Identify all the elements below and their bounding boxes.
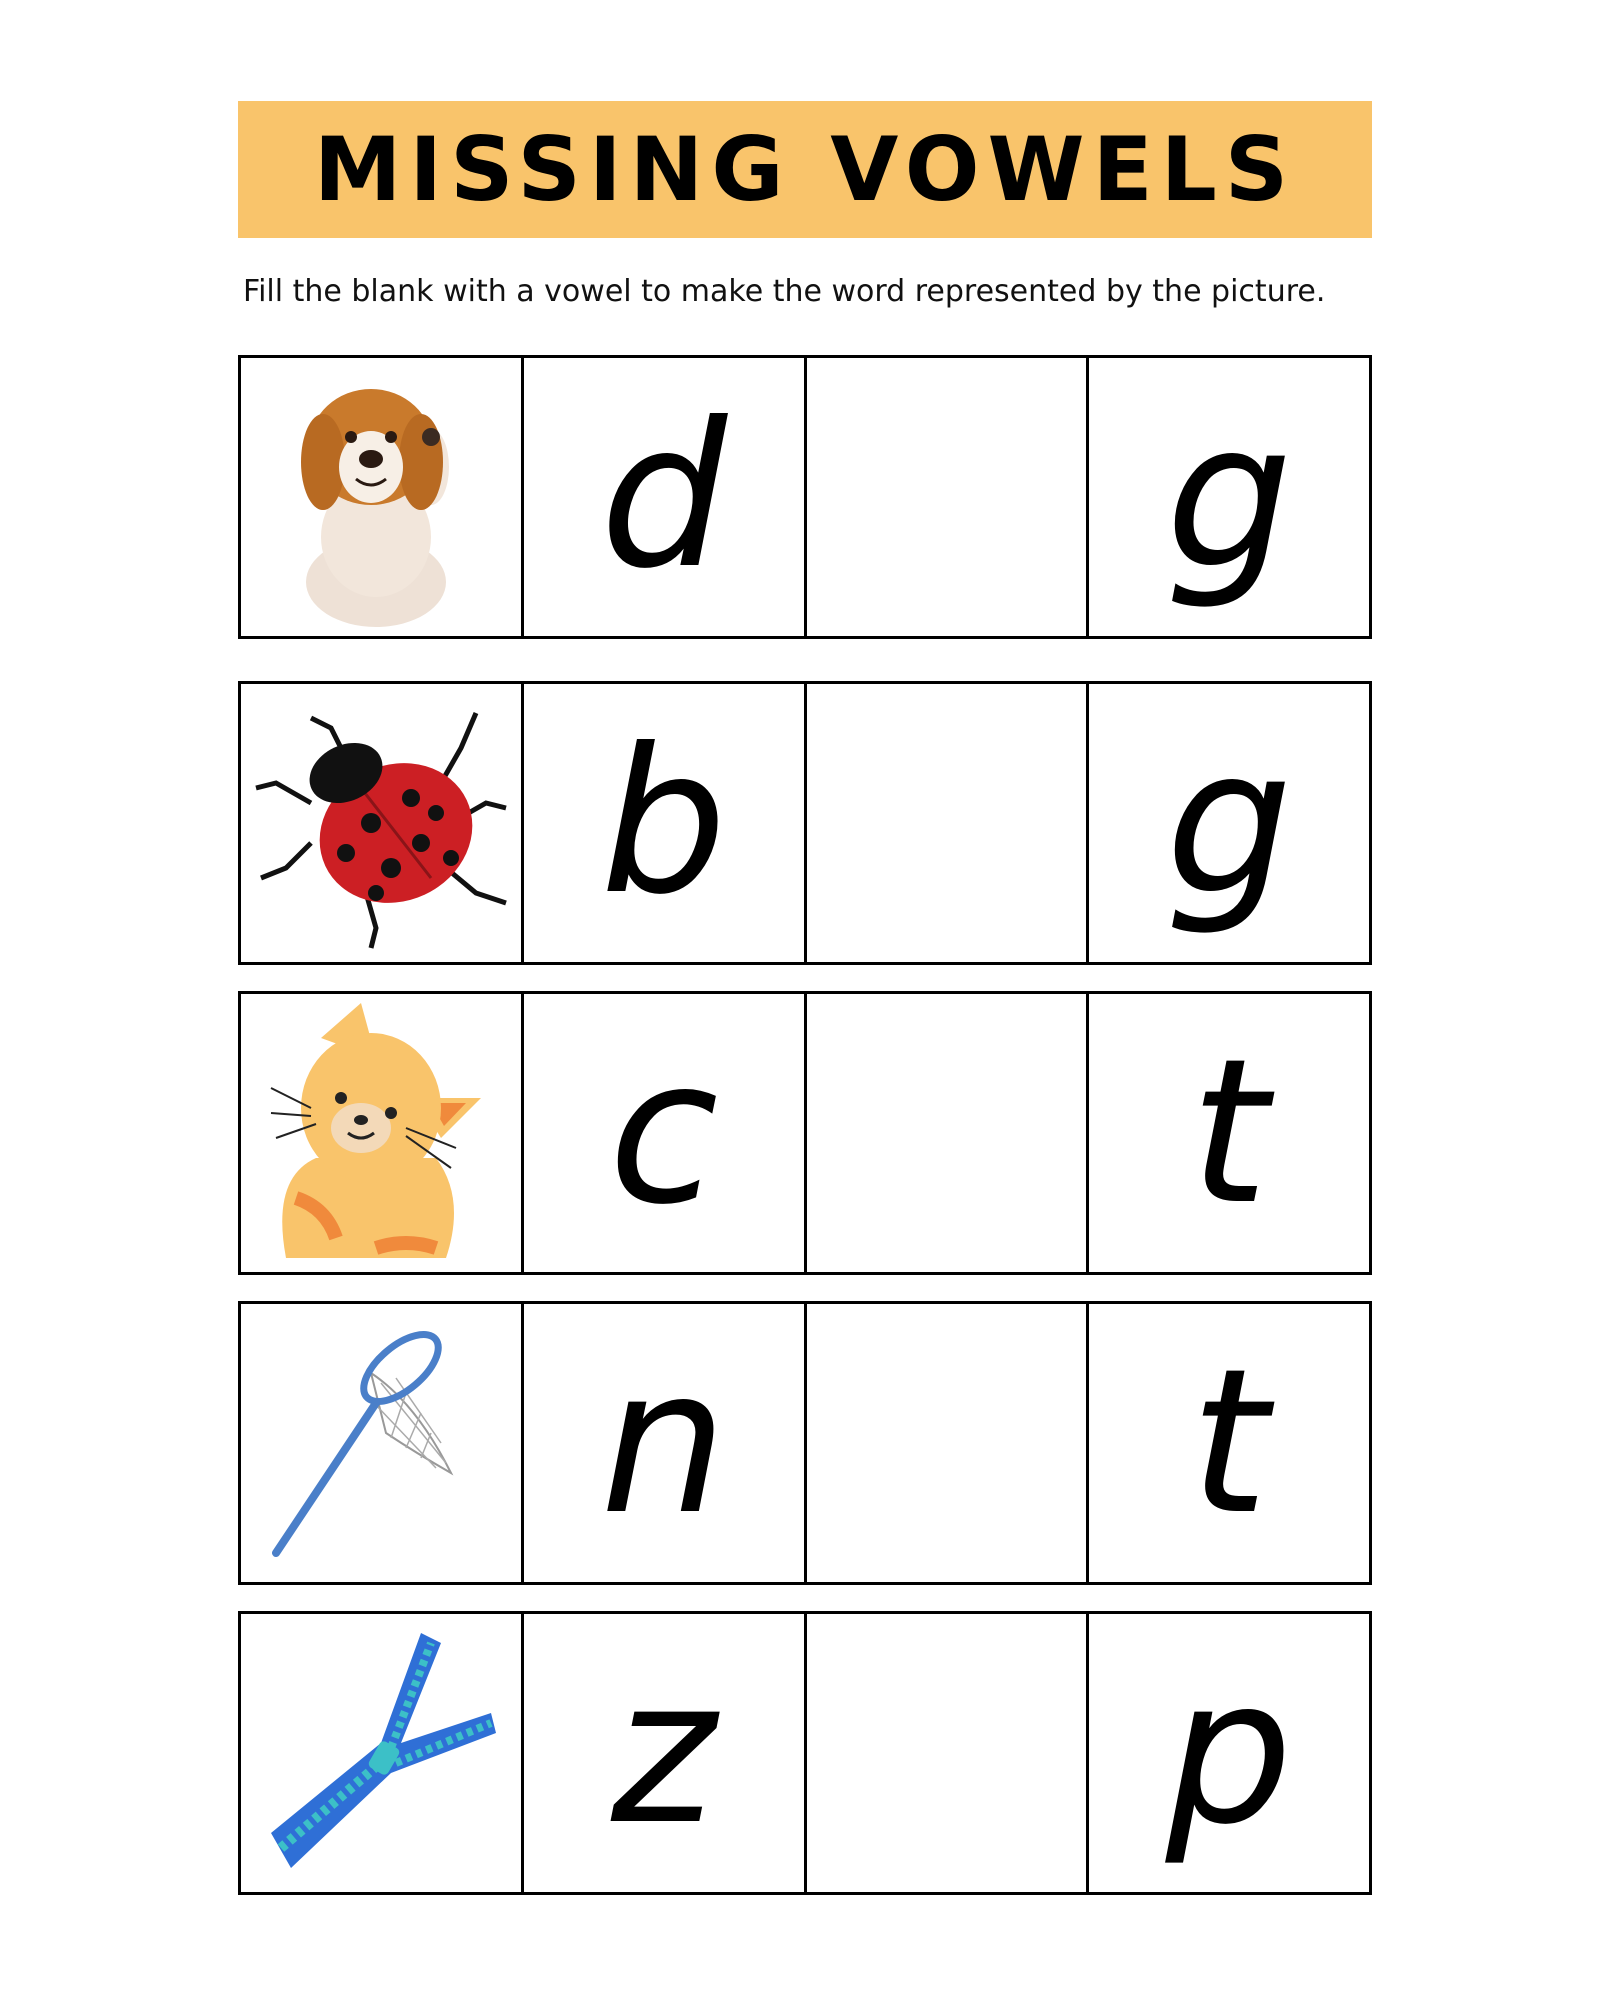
last-letter: g [1165,706,1293,939]
net-icon [266,1313,496,1573]
picture-cell [241,994,524,1272]
dog-icon [281,367,481,627]
picture-cell [241,358,524,636]
blank-cell[interactable] [807,358,1090,636]
zipper-icon [261,1623,501,1883]
title-banner [238,101,1372,238]
word-row [238,1611,1372,1895]
blank-cell[interactable] [807,1304,1090,1582]
word-row [238,681,1372,965]
first-letter: d [600,380,728,613]
first-letter-cell [524,994,807,1272]
first-letter-cell [524,358,807,636]
last-letter-cell [1089,994,1369,1272]
last-letter-cell [1089,1304,1369,1582]
instructions: Fill the blank with a vowel to make the word represented by the picture. [243,274,1326,309]
first-letter: b [600,706,728,939]
picture-cell [241,1614,524,1892]
picture-cell [241,1304,524,1582]
page-title: MISSING VOWELS [313,118,1297,221]
last-letter-cell [1089,1614,1369,1892]
word-row [238,991,1372,1275]
picture-cell [241,684,524,962]
first-letter: z [611,1636,717,1869]
last-letter: p [1165,1636,1293,1869]
blank-cell[interactable] [807,684,1090,962]
first-letter-cell [524,684,807,962]
first-letter: c [608,1016,719,1249]
last-letter: t [1189,1326,1269,1559]
blank-cell[interactable] [807,1614,1090,1892]
word-row [238,1301,1372,1585]
ladybug-icon [251,693,511,953]
last-letter: t [1189,1016,1269,1249]
first-letter-cell [524,1614,807,1892]
last-letter-cell [1089,684,1369,962]
first-letter-cell [524,1304,807,1582]
last-letter-cell [1089,358,1369,636]
word-row [238,355,1372,639]
blank-cell[interactable] [807,994,1090,1272]
first-letter: n [600,1326,727,1559]
cat-icon [266,998,496,1268]
last-letter: g [1165,380,1293,613]
